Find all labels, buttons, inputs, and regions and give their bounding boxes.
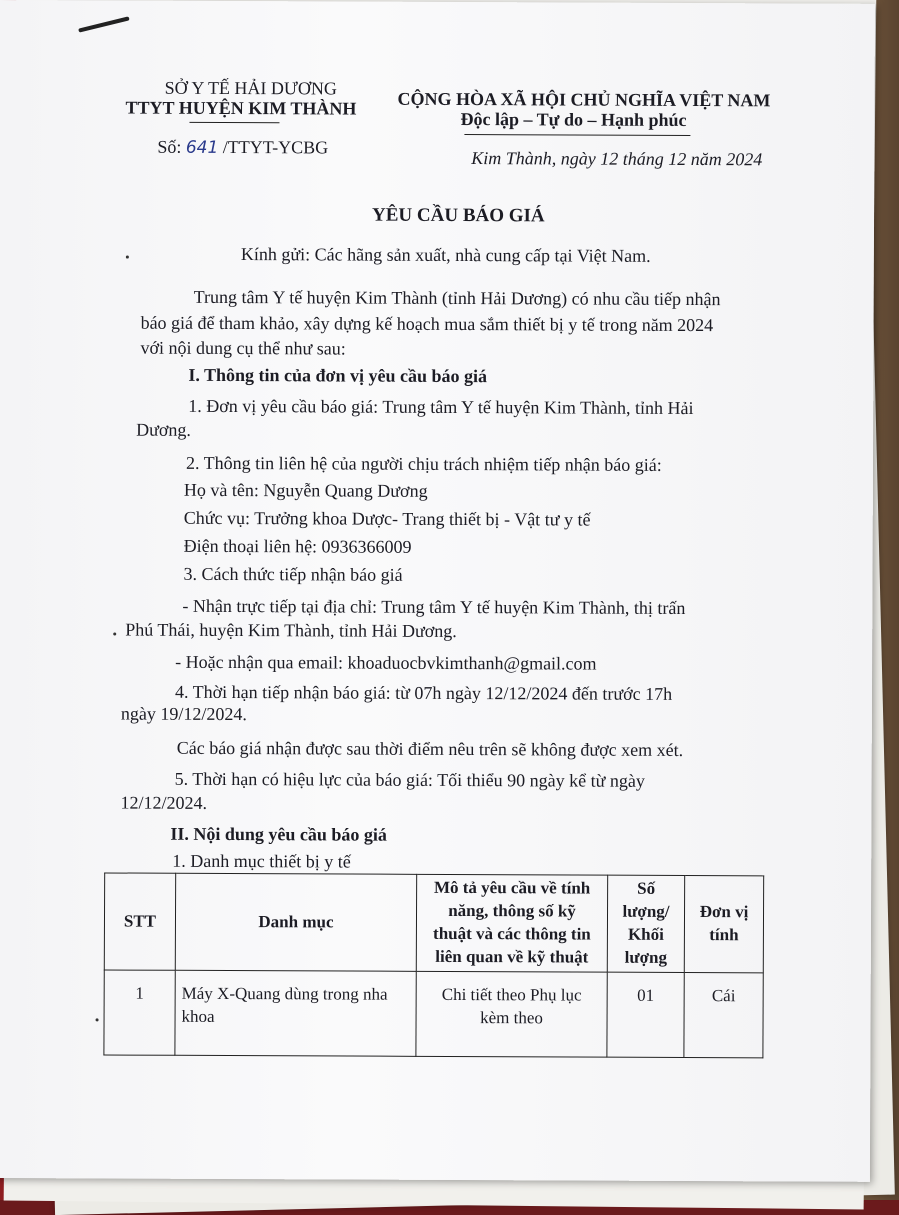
cell-quantity: 01 <box>607 972 684 1057</box>
nation-title: CỘNG HÒA XÃ HỘI CHỦ NGHĨA VIỆT NAM <box>397 88 771 111</box>
header-quantity: Số lượng/ Khối lượng <box>607 875 684 972</box>
section-text: 4. Thời hạn tiếp nhận báo giá: từ 07h ngày 12/12/2024 đến trước 17h <box>174 681 673 704</box>
cell-unit: Cái <box>684 972 763 1057</box>
motto-underline <box>464 134 690 136</box>
cell-stt: 1 <box>104 970 175 1055</box>
contact-name: Họ và tên: Nguyễn Quang Dương <box>183 479 428 501</box>
header-underline <box>189 122 279 123</box>
intro-line: Trung tâm Y tế huyện Kim Thành (tỉnh Hải Dương) có nhu cầu tiếp nhận <box>193 286 721 310</box>
section-text: ngày 19/12/2024. <box>120 703 247 725</box>
section-text: 1. Đơn vị yêu cầu báo giá: Trung tâm Y tế huyện Kim Thành, tỉnh Hải <box>188 395 694 419</box>
contact-position: Chức vụ: Trưởng khoa Dược- Trang thiết bị - Vật tư y tế <box>183 507 591 530</box>
center-name: TTYT HUYỆN KIM THÀNH <box>125 97 357 119</box>
section-heading: I. Thông tin của đơn vị yêu cầu báo giá <box>188 364 488 387</box>
document-title: YÊU CẦU BÁO GIÁ <box>372 204 545 227</box>
section-text: Phú Thái, huyện Kim Thành, tỉnh Hải Dương. <box>125 619 457 641</box>
section-text: 2. Thông tin liên hệ của người chịu trách nhiệm tiếp nhận báo giá: <box>185 452 662 475</box>
header-unit: Đơn vị tính <box>684 875 763 972</box>
header-description: Mô tả yêu cầu về tính năng, thông số kỹ thuật và các thông tin liên quan về kỹ thuật <box>416 874 607 972</box>
cell-item: Máy X-Quang dùng trong nha khoa <box>175 970 416 1056</box>
contact-phone: Điện thoại liên hệ: 0936366009 <box>183 535 412 557</box>
section-text: 5. Thời hạn có hiệu lực của báo giá: Tối thiểu 90 ngày kể từ ngày <box>174 768 645 791</box>
equipment-table <box>103 872 764 1058</box>
section-subheading: 1. Danh mục thiết bị y tế <box>172 850 351 872</box>
header-item: Danh mục <box>175 873 416 971</box>
cell-description: Chi tiết theo Phụ lục kèm theo <box>416 971 607 1057</box>
section-text: 3. Cách thức tiếp nhận báo giá <box>183 563 403 585</box>
nation-motto: Độc lập – Tự do – Hạnh phúc <box>460 109 687 130</box>
document-number: Số: 641 /TTYT-YCBG <box>157 136 329 158</box>
intro-line: báo giá để tham khảo, xây dựng kế hoạch mua sắm thiết bị y tế trong năm 2024 <box>140 312 714 336</box>
table-row <box>104 970 763 1058</box>
pen-mark <box>78 16 129 32</box>
section-text: Các báo giá nhận được sau thời điểm nêu trên sẽ không được xem xét. <box>176 737 684 760</box>
handwritten-number: 641 <box>185 137 219 158</box>
paper-speck <box>113 633 116 636</box>
contact-email: - Hoặc nhận qua email: khoaduocbvkimthanh@gmail.com <box>175 651 597 674</box>
header-stt: STT <box>104 873 175 970</box>
paper-speck <box>96 1018 99 1021</box>
paper-speck <box>126 256 129 259</box>
section-text: Dương. <box>136 419 191 440</box>
section-heading: II. Nội dung yêu cầu báo giá <box>170 823 387 845</box>
place-date: Kim Thành, ngày 12 tháng 12 năm 2024 <box>471 148 763 170</box>
section-text: - Nhận trực tiếp tại địa chỉ: Trung tâm Y tế huyện Kim Thành, thị trấn <box>182 595 686 618</box>
department-name: SỞ Y TẾ HẢI DƯƠNG <box>164 77 337 99</box>
section-text: 12/12/2024. <box>120 792 208 813</box>
intro-line: với nội dung cụ thể như sau: <box>140 337 346 359</box>
table-header-row <box>104 873 763 973</box>
recipient-line: Kính gửi: Các hãng sản xuất, nhà cung cấp tại Việt Nam. <box>240 244 651 266</box>
